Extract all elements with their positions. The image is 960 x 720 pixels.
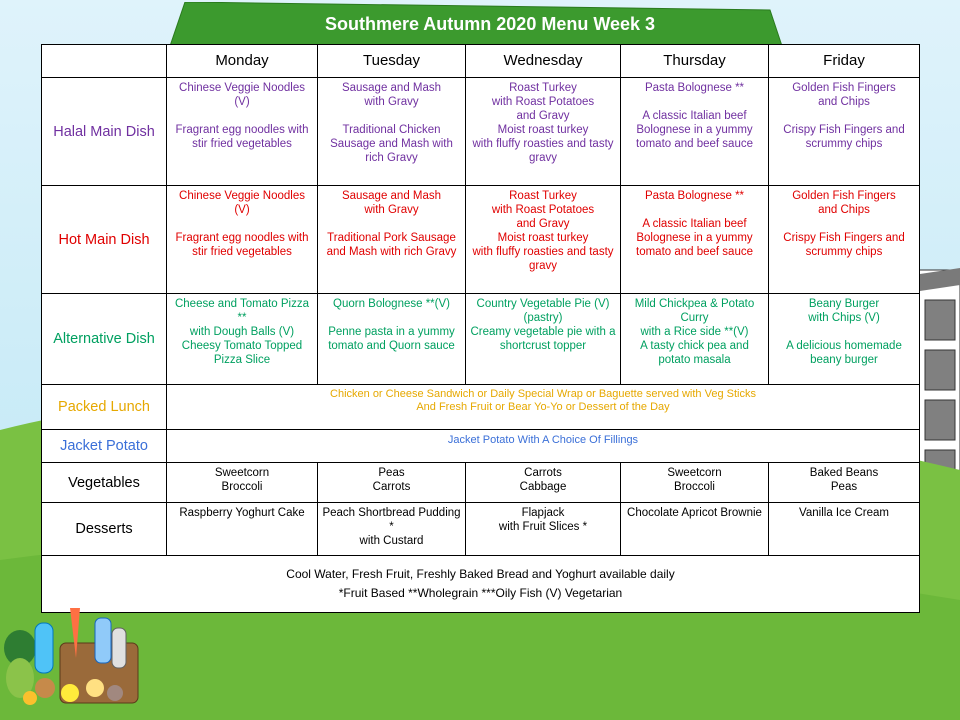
packed-lunch-cell	[167, 385, 920, 430]
menu-line: Cheese and Tomato Pizza **	[174, 298, 310, 324]
spacer	[171, 109, 313, 123]
menu-line: Sweetcorn	[214, 467, 270, 479]
menu-line: Peas	[830, 481, 858, 493]
menu-line: Golden Fish Fingers	[792, 190, 896, 202]
menu-line: Pasta Bolognese **	[644, 82, 745, 94]
desserts-cell-wednesday	[466, 503, 621, 556]
menu-line: Peas	[378, 467, 405, 479]
menu-line: with Dough Balls (V)	[189, 326, 295, 338]
vegetables-cell-monday	[167, 463, 318, 503]
menu-line: Peach Shortbread Pudding *	[322, 507, 461, 533]
alternative-cell-wednesday	[466, 294, 621, 385]
row-label-vegetables: Vegetables	[42, 463, 167, 503]
vegetables-cell-friday	[769, 463, 920, 503]
halal-cell-wednesday	[466, 78, 621, 186]
menu-line: Carrots	[524, 467, 562, 479]
menu-line: Cabbage	[519, 481, 567, 493]
menu-line: and Chips	[818, 96, 870, 108]
menu-line: Fragrant egg noodles with stir fried vegetables	[175, 232, 309, 258]
jacket-potato-row	[42, 430, 920, 463]
menu-line: Traditional Chicken Sausage and Mash with rich Gravy	[330, 124, 453, 164]
footer-line-1: Cool Water, Fresh Fruit, Freshly Baked Bread and Yoghurt available daily	[286, 567, 675, 581]
menu-line: Cheesy Tomato Topped Pizza Slice	[181, 340, 303, 366]
spacer	[625, 203, 764, 217]
menu-line: with Roast Potatoes	[491, 96, 595, 108]
spacer	[773, 109, 915, 123]
menu-line: Traditional Pork Sausage and Mash with rich Gravy	[326, 232, 457, 258]
menu-line: Sausage and Mash	[341, 82, 442, 94]
menu-line: with Gravy	[364, 204, 419, 216]
menu-line: A tasty chick pea and	[640, 340, 749, 352]
desserts-cell-thursday	[621, 503, 769, 556]
row-label-jacket-potato: Jacket Potato	[42, 430, 167, 463]
halal-cell-friday	[769, 78, 920, 186]
menu-line: Pasta Bolognese **	[644, 190, 745, 202]
vegetables-row	[42, 463, 920, 503]
menu-line: Crispy Fish Fingers and scrummy chips	[783, 232, 905, 258]
spacer	[322, 109, 461, 123]
menu-line: Sweetcorn	[667, 467, 722, 479]
menu-line: A delicious homemade beany burger	[786, 340, 902, 366]
menu-line: Chinese Veggie Noodles (V)	[179, 82, 305, 108]
menu-line: Carrots	[372, 481, 411, 493]
hot-cell-wednesday	[466, 186, 621, 294]
page-title: Southmere Autumn 2020 Menu Week 3	[324, 14, 656, 34]
menu-line: with fluffy roasties and tasty gravy	[472, 246, 614, 272]
menu-line: (pastry)	[523, 312, 563, 324]
alternative-cell-friday	[769, 294, 920, 385]
menu-line: A classic Italian beef Bolognese in a yummy tomato and beef sauce	[636, 110, 753, 150]
menu-line: Creamy vegetable pie with a shortcrust topper	[470, 326, 616, 352]
spacer	[171, 217, 313, 231]
halal-cell-monday	[167, 78, 318, 186]
vegetables-cell-tuesday	[318, 463, 466, 503]
menu-line: with Custard	[359, 535, 424, 547]
hot-cell-tuesday	[318, 186, 466, 294]
menu-line: with Gravy	[364, 96, 419, 108]
header-row	[42, 45, 920, 78]
menu-line: Baked Beans	[809, 467, 879, 479]
alternative-cell-thursday	[621, 294, 769, 385]
menu-line: and Chips	[818, 204, 870, 216]
menu-line: with Fruit Slices *	[498, 521, 588, 533]
menu-line: Golden Fish Fingers	[792, 82, 896, 94]
row-label-packed-lunch: Packed Lunch	[42, 385, 167, 430]
menu-line: Sausage and Mash	[341, 190, 442, 202]
menu-line: Chinese Veggie Noodles (V)	[179, 190, 305, 216]
vegetables-cell-wednesday	[466, 463, 621, 503]
jacket-potato-cell: Jacket Potato With A Choice Of Fillings	[167, 430, 920, 463]
corner-cell	[42, 45, 167, 78]
menu-line: Mild Chickpea & Potato Curry	[634, 298, 755, 324]
hot-cell-monday	[167, 186, 318, 294]
packed-lunch-row	[42, 385, 920, 430]
desserts-cell-tuesday	[318, 503, 466, 556]
menu-line: potato masala	[658, 354, 731, 366]
menu-line: with a Rice side **(V)	[640, 326, 749, 338]
day-header-tuesday: Tuesday	[318, 45, 466, 78]
packed-lunch-line-1: Chicken or Cheese Sandwich or Daily Special Wrap or Baguette served with Veg Sticks	[330, 388, 756, 400]
row-label-hot: Hot Main Dish	[42, 186, 167, 294]
desserts-cell-friday	[769, 503, 920, 556]
menu-line: with fluffy roasties and tasty gravy	[472, 138, 614, 164]
hot-cell-thursday	[621, 186, 769, 294]
menu-line: Crispy Fish Fingers and scrummy chips	[783, 124, 905, 150]
alternative-cell-monday	[167, 294, 318, 385]
menu-line: with Roast Potatoes	[491, 204, 595, 216]
vegetable-mascots-illustration	[0, 588, 140, 720]
menu-line: and Gravy	[516, 110, 570, 122]
menu-line: Quorn Bolognese **(V)	[333, 298, 450, 310]
menu-line: Broccoli	[674, 481, 715, 493]
menu-line: Roast Turkey	[509, 82, 577, 94]
menu-line: Vanilla Ice Cream	[799, 507, 889, 519]
halal-cell-thursday	[621, 78, 769, 186]
spacer	[773, 325, 915, 339]
row-label-desserts: Desserts	[42, 503, 167, 556]
day-header-monday: Monday	[167, 45, 318, 78]
hot-row	[42, 186, 920, 294]
footer-line-2: *Fruit Based **Wholegrain ***Oily Fish (V) Vegetarian	[338, 586, 623, 600]
footer-cell	[42, 556, 920, 613]
menu-line: Roast Turkey	[509, 190, 577, 202]
menu-line: Flapjack	[521, 507, 565, 519]
halal-row	[42, 78, 920, 186]
menu-line: Raspberry Yoghurt Cake	[179, 507, 305, 519]
row-label-halal: Halal Main Dish	[42, 78, 167, 186]
desserts-row	[42, 503, 920, 556]
footer-row	[42, 556, 920, 613]
menu-line: A classic Italian beef Bolognese in a yummy tomato and beef sauce	[636, 218, 753, 258]
spacer	[773, 217, 915, 231]
menu-line: Moist roast turkey	[497, 232, 589, 244]
menu-table	[41, 44, 920, 613]
menu-line: Moist roast turkey	[497, 124, 589, 136]
menu-line: Chocolate Apricot Brownie	[627, 507, 762, 519]
day-header-thursday: Thursday	[621, 45, 769, 78]
menu-line: Penne pasta in a yummy tomato and Quorn sauce	[328, 326, 455, 352]
day-header-friday: Friday	[769, 45, 920, 78]
menu-line: with Chips (V)	[808, 312, 880, 324]
alternative-row	[42, 294, 920, 385]
row-label-alternative: Alternative Dish	[42, 294, 167, 385]
desserts-cell-monday	[167, 503, 318, 556]
day-header-wednesday: Wednesday	[466, 45, 621, 78]
hot-cell-friday	[769, 186, 920, 294]
menu-line: Country Vegetable Pie (V)	[476, 298, 610, 310]
alternative-cell-tuesday	[318, 294, 466, 385]
halal-cell-tuesday	[318, 78, 466, 186]
vegetables-cell-thursday	[621, 463, 769, 503]
spacer	[322, 217, 461, 231]
menu-line: Beany Burger	[808, 298, 880, 310]
spacer	[322, 311, 461, 325]
menu-line: Broccoli	[221, 481, 263, 493]
menu-line: and Gravy	[516, 218, 570, 230]
packed-lunch-line-2: And Fresh Fruit or Bear Yo-Yo or Dessert of the Day	[416, 401, 670, 413]
menu-line: Fragrant egg noodles with stir fried vegetables	[175, 124, 309, 150]
spacer	[625, 95, 764, 109]
